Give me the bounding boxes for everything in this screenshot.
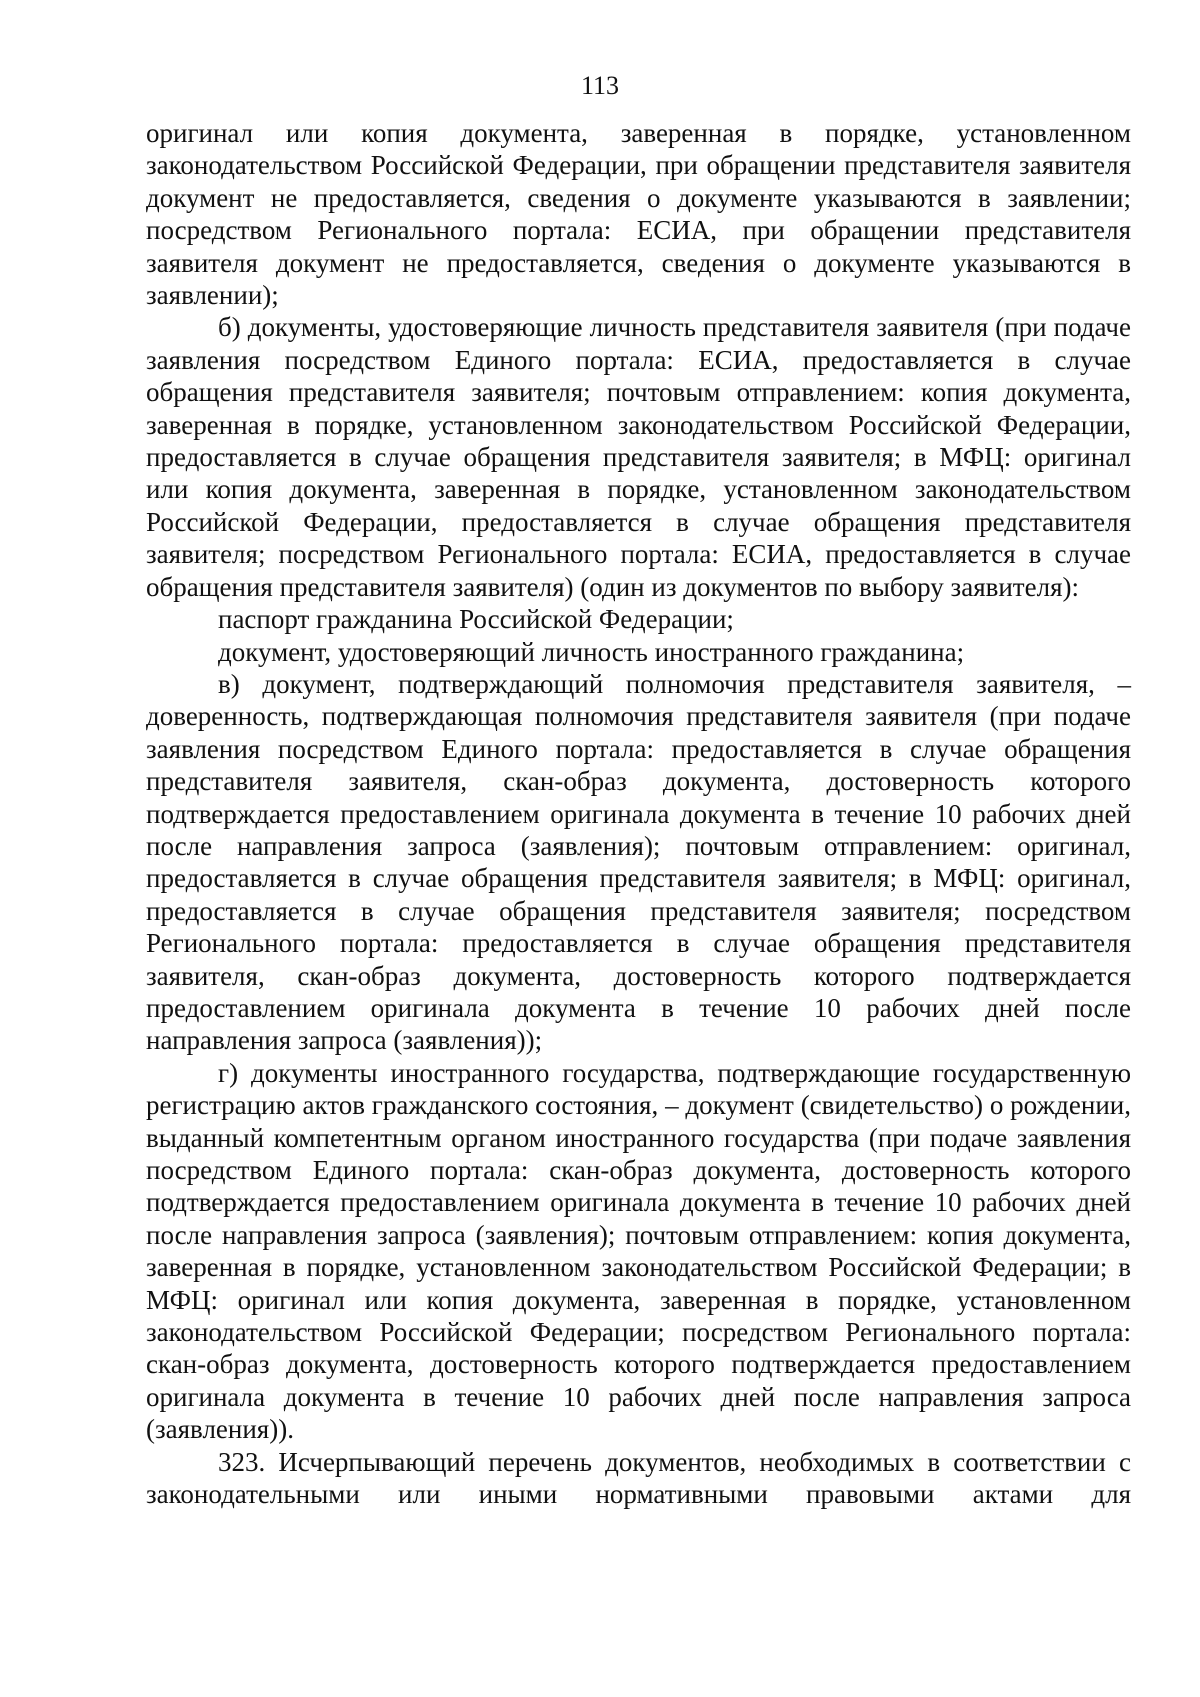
paragraph-item-v: в) документ, подтверждающий полномочия представителя заявителя, – доверенность, подтверждающая полномочия представителя заявителя (при подаче заявления посредством Единого портала: предоставляется в случае обращения представителя заявителя, скан-образ документа, достоверность которого подтверждается предоставлением оригинала документа в течение 10 рабочих дней после направления запроса (заявления); почтовым отправлением: оригинал, предоставляется в случае обращения представителя заявителя; в МФЦ: оригинал, предоставляется в случае обращения представителя заявителя; посредством Регионального портала: предоставляется в случае обращения представителя заявителя, скан-образ документа, достоверность которого подтверждается предоставлением оригинала документа в течение 10 рабочих дней после направления запроса (заявления)); bbox=[146, 668, 1131, 1056]
paragraph-passport: паспорт гражданина Российской Федерации; bbox=[218, 604, 734, 635]
paragraph-item-g: г) документы иностранного государства, подтверждающие государственную регистрацию актов гражданского состояния, – документ (свидетельство) о рождении, выданный компетентным органом иностранного государства (при подаче заявления посредством Единого портала: скан-образ документа, достоверность которого подтверждается предоставлением оригинала документа в течение 10 рабочих дней после направления запроса (заявления); почтовым отправлением: копия документа, заверенная в порядке, установленном законодательством Российской Федерации; в МФЦ: оригинал или копия документа, заверенная в порядке, установленном законодательством Российской Федерации; посредством Регионального портала: скан-образ документа, достоверность которого подтверждается предоставлением оригинала документа в течение 10 рабочих дней после направления запроса (заявления)). bbox=[146, 1057, 1131, 1445]
paragraph-323: 323. Исчерпывающий перечень документов, необходимых в соответствии с законодательными или иными нормативными правовыми актами для bbox=[146, 1446, 1131, 1510]
paragraph-item-b: б) документы, удостоверяющие личность представителя заявителя (при подаче заявления посредством Единого портала: ЕСИА, предоставляется в случае обращения представителя заявителя; почтовым отправлением: копия документа, заверенная в порядке, установленном законодательством Российской Федерации, предоставляется в случае обращения представителя заявителя; в МФЦ: оригинал или копия документа, заверенная в порядке, установленном законодательством Российской Федерации, предоставляется в случае обращения представителя заявителя; посредством Регионального портала: ЕСИА, предоставляется в случае обращения представителя заявителя) (один из документов по выбору заявителя): bbox=[146, 312, 1131, 602]
paragraph-continuation: оригинал или копия документа, заверенная в порядке, установленном законодательством Российской Федерации, при обращении представителя заявителя документ не предоставляется, сведения о документе указываются в заявлении; посредством Регионального портала: ЕСИА, при обращении представителя заявителя документ не предоставляется, сведения о документе указываются в заявлении); bbox=[146, 118, 1131, 311]
paragraph-foreign-id: документ, удостоверяющий личность иностранного гражданина; bbox=[218, 636, 965, 667]
page-number: 113 bbox=[580, 71, 620, 100]
document-body bbox=[146, 117, 1131, 1510]
